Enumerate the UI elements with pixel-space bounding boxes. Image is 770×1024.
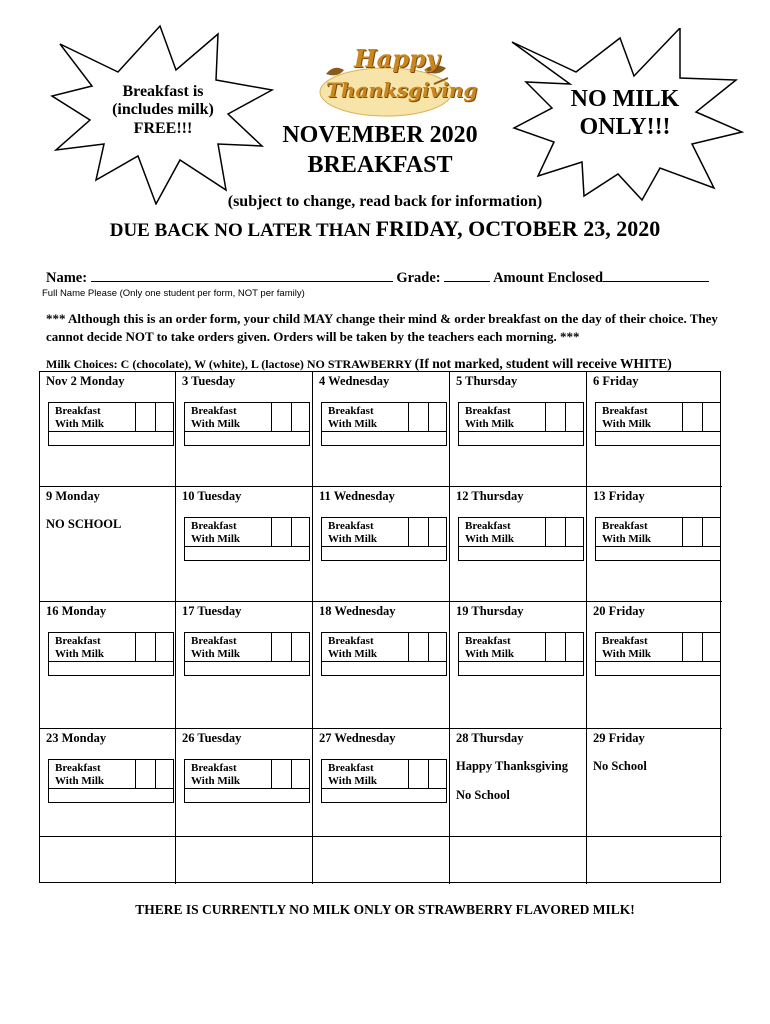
name-field[interactable] — [91, 270, 393, 282]
checkbox-divider — [291, 403, 292, 431]
order-label-line2: With Milk — [55, 418, 105, 431]
calendar-day-label: 12 Thursday — [456, 489, 524, 503]
calendar-day-cell — [313, 487, 450, 602]
breakfast-order-box[interactable] — [321, 402, 447, 446]
order-label-line1: Breakfast — [328, 635, 374, 647]
calendar-day-cell — [587, 729, 722, 837]
milk-choice-entry-line — [185, 546, 309, 547]
checkbox-divider — [291, 633, 292, 661]
checkbox-divider — [428, 633, 429, 661]
subtitle: (subject to change, read back for information) — [227, 193, 543, 210]
order-label-line2: With Milk — [191, 533, 241, 546]
amount-label: Amount Enclosed — [493, 270, 604, 286]
name-instructions: Full Name Please (Only one student per form, NOT per family) — [42, 288, 305, 299]
calendar-day-note: NO SCHOOL — [46, 517, 122, 531]
breakfast-order-label — [191, 520, 240, 546]
name-label: Name: — [46, 270, 88, 286]
order-label-line2: With Milk — [602, 418, 652, 431]
order-label-line1: Breakfast — [328, 520, 374, 532]
breakfast-order-label — [55, 635, 104, 661]
checkbox-divider — [565, 518, 566, 546]
breakfast-order-label — [465, 520, 514, 546]
breakfast-order-box[interactable] — [595, 402, 721, 446]
milk-choice-entry-line — [596, 431, 720, 432]
milk-choice-entry-line — [322, 788, 446, 789]
checkbox-divider — [682, 633, 683, 661]
breakfast-order-label — [602, 405, 651, 431]
order-label-line1: Breakfast — [55, 405, 101, 417]
checkbox-divider — [291, 518, 292, 546]
calendar-day-cell — [40, 837, 176, 884]
milk-choice-entry-line — [459, 661, 583, 662]
starburst-no-milk — [500, 28, 745, 203]
checkbox-divider — [545, 633, 546, 661]
breakfast-order-box[interactable] — [458, 402, 584, 446]
order-label-line2: With Milk — [55, 648, 105, 661]
checkbox-divider — [271, 518, 272, 546]
breakfast-order-box[interactable] — [48, 632, 174, 676]
checkbox-divider — [408, 760, 409, 788]
order-label-line1: Breakfast — [191, 520, 237, 532]
breakfast-order-label — [55, 762, 104, 788]
due-date: FRIDAY, OCTOBER 23, 2020 — [375, 216, 661, 241]
calendar-day-label: 3 Tuesday — [182, 374, 236, 388]
checkbox-divider — [135, 633, 136, 661]
calendar-day-label: 10 Tuesday — [182, 489, 242, 503]
order-label-line2: With Milk — [191, 418, 241, 431]
calendar-day-cell — [587, 602, 722, 729]
checkbox-divider — [408, 403, 409, 431]
calendar-day-cell — [313, 372, 450, 487]
checkbox-divider — [428, 403, 429, 431]
calendar-day-cell — [313, 729, 450, 837]
calendar-day-label: Nov 2 Monday — [46, 374, 125, 388]
order-label-line2: With Milk — [191, 775, 241, 788]
order-label-line1: Breakfast — [602, 635, 648, 647]
breakfast-order-label — [328, 762, 377, 788]
breakfast-order-label — [602, 520, 651, 546]
calendar-day-label: 5 Thursday — [456, 374, 518, 388]
calendar-day-cell — [450, 729, 587, 837]
order-label-line2: With Milk — [191, 648, 241, 661]
calendar-day-cell — [176, 729, 313, 837]
order-label-line2: With Milk — [465, 418, 515, 431]
breakfast-order-box[interactable] — [184, 759, 310, 803]
calendar-day-cell — [176, 602, 313, 729]
calendar-day-label: 18 Wednesday — [319, 604, 396, 618]
milk-choice-entry-line — [596, 546, 720, 547]
calendar-day-label: 17 Tuesday — [182, 604, 242, 618]
calendar-day-cell — [40, 372, 176, 487]
breakfast-order-box[interactable] — [321, 517, 447, 561]
milk-choice-entry-line — [49, 431, 173, 432]
milk-choice-entry-line — [49, 788, 173, 789]
checkbox-divider — [155, 403, 156, 431]
happy-thanksgiving-logo — [316, 40, 478, 122]
calendar-day-cell — [450, 372, 587, 487]
checkbox-divider — [682, 403, 683, 431]
burst-left-line: Breakfast is — [122, 83, 204, 100]
burst-right-line: NO MILK — [570, 86, 680, 112]
breakfast-order-label — [328, 520, 377, 546]
checkbox-divider — [545, 518, 546, 546]
milk-choice-entry-line — [322, 431, 446, 432]
calendar-day-cell — [450, 602, 587, 729]
order-label-line1: Breakfast — [602, 405, 648, 417]
checkbox-divider — [155, 633, 156, 661]
calendar-day-label: 28 Thursday — [456, 731, 524, 745]
due-prefix: DUE BACK NO LATER THAN — [109, 220, 376, 241]
calendar-day-label: 26 Tuesday — [182, 731, 242, 745]
calendar-day-cell — [587, 837, 722, 884]
breakfast-order-label — [465, 635, 514, 661]
breakfast-order-box[interactable] — [48, 759, 174, 803]
checkbox-divider — [408, 518, 409, 546]
calendar-day-label: 6 Friday — [593, 374, 639, 388]
calendar-day-label: 16 Monday — [46, 604, 107, 618]
checkbox-divider — [291, 760, 292, 788]
checkbox-divider — [135, 760, 136, 788]
breakfast-order-box[interactable] — [184, 517, 310, 561]
checkbox-divider — [428, 518, 429, 546]
order-label-line1: Breakfast — [191, 762, 237, 774]
checkbox-divider — [155, 760, 156, 788]
calendar-day-cell — [176, 487, 313, 602]
milk-choice-entry-line — [49, 661, 173, 662]
milk-choice-entry-line — [322, 546, 446, 547]
calendar-day-cell — [176, 837, 313, 884]
calendar-day-label: 11 Wednesday — [319, 489, 395, 503]
checkbox-divider — [682, 518, 683, 546]
order-label-line2: With Milk — [328, 648, 378, 661]
order-label-line2: With Milk — [55, 775, 105, 788]
calendar-day-cell — [40, 602, 176, 729]
breakfast-order-label — [55, 405, 104, 431]
amount-field[interactable] — [603, 270, 709, 282]
breakfast-order-label — [465, 405, 514, 431]
calendar-day-cell — [176, 372, 313, 487]
logo-line-thanksgiving: Thanksgiving — [326, 78, 478, 102]
breakfast-order-box[interactable] — [321, 759, 447, 803]
calendar-day-label: 23 Monday — [46, 731, 107, 745]
grade-field[interactable] — [444, 270, 490, 282]
breakfast-calendar — [39, 371, 721, 883]
calendar-day-cell — [40, 729, 176, 837]
order-label-line1: Breakfast — [328, 405, 374, 417]
burst-right-line: ONLY!!! — [579, 113, 671, 140]
calendar-day-cell — [587, 372, 722, 487]
checkbox-divider — [428, 760, 429, 788]
order-label-line2: With Milk — [328, 418, 378, 431]
breakfast-order-box[interactable] — [595, 632, 721, 676]
calendar-day-note: No School — [456, 788, 510, 802]
title-month: NOVEMBER 2020 — [282, 122, 478, 148]
calendar-day-cell — [313, 602, 450, 729]
milk-choice-entry-line — [185, 661, 309, 662]
calendar-day-label: 27 Wednesday — [319, 731, 396, 745]
order-label-line1: Breakfast — [602, 520, 648, 532]
breakfast-order-label — [602, 635, 651, 661]
order-label-line1: Breakfast — [191, 635, 237, 647]
order-label-line1: Breakfast — [465, 635, 511, 647]
order-label-line1: Breakfast — [55, 635, 101, 647]
calendar-day-note: No School — [593, 759, 647, 773]
calendar-day-label: 13 Friday — [593, 489, 645, 503]
milk-choice-entry-line — [185, 431, 309, 432]
order-label-line2: With Milk — [465, 648, 515, 661]
calendar-day-cell — [313, 837, 450, 884]
order-label-line1: Breakfast — [328, 762, 374, 774]
breakfast-order-box[interactable] — [321, 632, 447, 676]
milk-choice-entry-line — [322, 661, 446, 662]
order-label-line2: With Milk — [602, 648, 652, 661]
order-label-line1: Breakfast — [191, 405, 237, 417]
milk-default-note: (If not marked, student will receive WHITE) — [414, 356, 672, 371]
milk-choice-entry-line — [185, 788, 309, 789]
calendar-day-cell — [587, 487, 722, 602]
order-label-line2: With Milk — [465, 533, 515, 546]
due-date-heading — [0, 216, 770, 242]
order-label-line2: With Milk — [328, 533, 378, 546]
breakfast-order-label — [191, 762, 240, 788]
calendar-day-label: 9 Monday — [46, 489, 100, 503]
calendar-day-note: Happy Thanksgiving — [456, 759, 568, 773]
page-title — [230, 120, 530, 180]
student-info-line — [46, 270, 726, 287]
order-label-line1: Breakfast — [465, 520, 511, 532]
checkbox-divider — [271, 760, 272, 788]
burst-left-line: (includes milk) — [112, 101, 214, 119]
breakfast-order-box[interactable] — [458, 517, 584, 561]
checkbox-divider — [702, 518, 703, 546]
checkbox-divider — [565, 403, 566, 431]
order-label-line2: With Milk — [602, 533, 652, 546]
calendar-day-label: 20 Friday — [593, 604, 645, 618]
burst-right-text — [500, 86, 750, 141]
calendar-day-cell — [450, 837, 587, 884]
order-label-line1: Breakfast — [465, 405, 511, 417]
checkbox-divider — [702, 403, 703, 431]
calendar-day-label: 19 Thursday — [456, 604, 524, 618]
order-notice: *** Although this is an order form, your child MAY change their mind & order breakfast on the day of their choice. They cannot decide NOT to take orders given. Orders will be taken by the teachers each morning. *** — [46, 311, 718, 344]
breakfast-order-box[interactable] — [48, 402, 174, 446]
checkbox-divider — [271, 633, 272, 661]
title-breakfast: BREAKFAST — [307, 152, 453, 178]
calendar-day-cell — [450, 487, 587, 602]
footer-notice: THERE IS CURRENTLY NO MILK ONLY OR STRAWBERRY FLAVORED MILK! — [135, 902, 635, 917]
calendar-day-cell — [40, 487, 176, 602]
breakfast-order-label — [328, 405, 377, 431]
logo-line-happy: Happy — [354, 44, 440, 73]
burst-left-line: FREE!!! — [133, 119, 193, 137]
checkbox-divider — [271, 403, 272, 431]
checkbox-divider — [702, 633, 703, 661]
milk-choices — [46, 356, 726, 372]
breakfast-order-box[interactable] — [595, 517, 721, 561]
breakfast-order-label — [191, 635, 240, 661]
calendar-day-label: 29 Friday — [593, 731, 645, 745]
breakfast-order-box[interactable] — [184, 632, 310, 676]
breakfast-order-label — [191, 405, 240, 431]
checkbox-divider — [565, 633, 566, 661]
calendar-day-label: 4 Wednesday — [319, 374, 390, 388]
breakfast-order-box[interactable] — [458, 632, 584, 676]
checkbox-divider — [545, 403, 546, 431]
order-label-line1: Breakfast — [55, 762, 101, 774]
milk-choice-entry-line — [596, 661, 720, 662]
milk-choice-entry-line — [459, 546, 583, 547]
checkbox-divider — [135, 403, 136, 431]
milk-choices-text: Milk Choices: C (chocolate), W (white), L (lactose) NO STRAWBERRY — [46, 357, 415, 371]
grade-label: Grade: — [396, 270, 441, 286]
checkbox-divider — [408, 633, 409, 661]
breakfast-order-label — [328, 635, 377, 661]
breakfast-order-box[interactable] — [184, 402, 310, 446]
order-label-line2: With Milk — [328, 775, 378, 788]
milk-choice-entry-line — [459, 431, 583, 432]
